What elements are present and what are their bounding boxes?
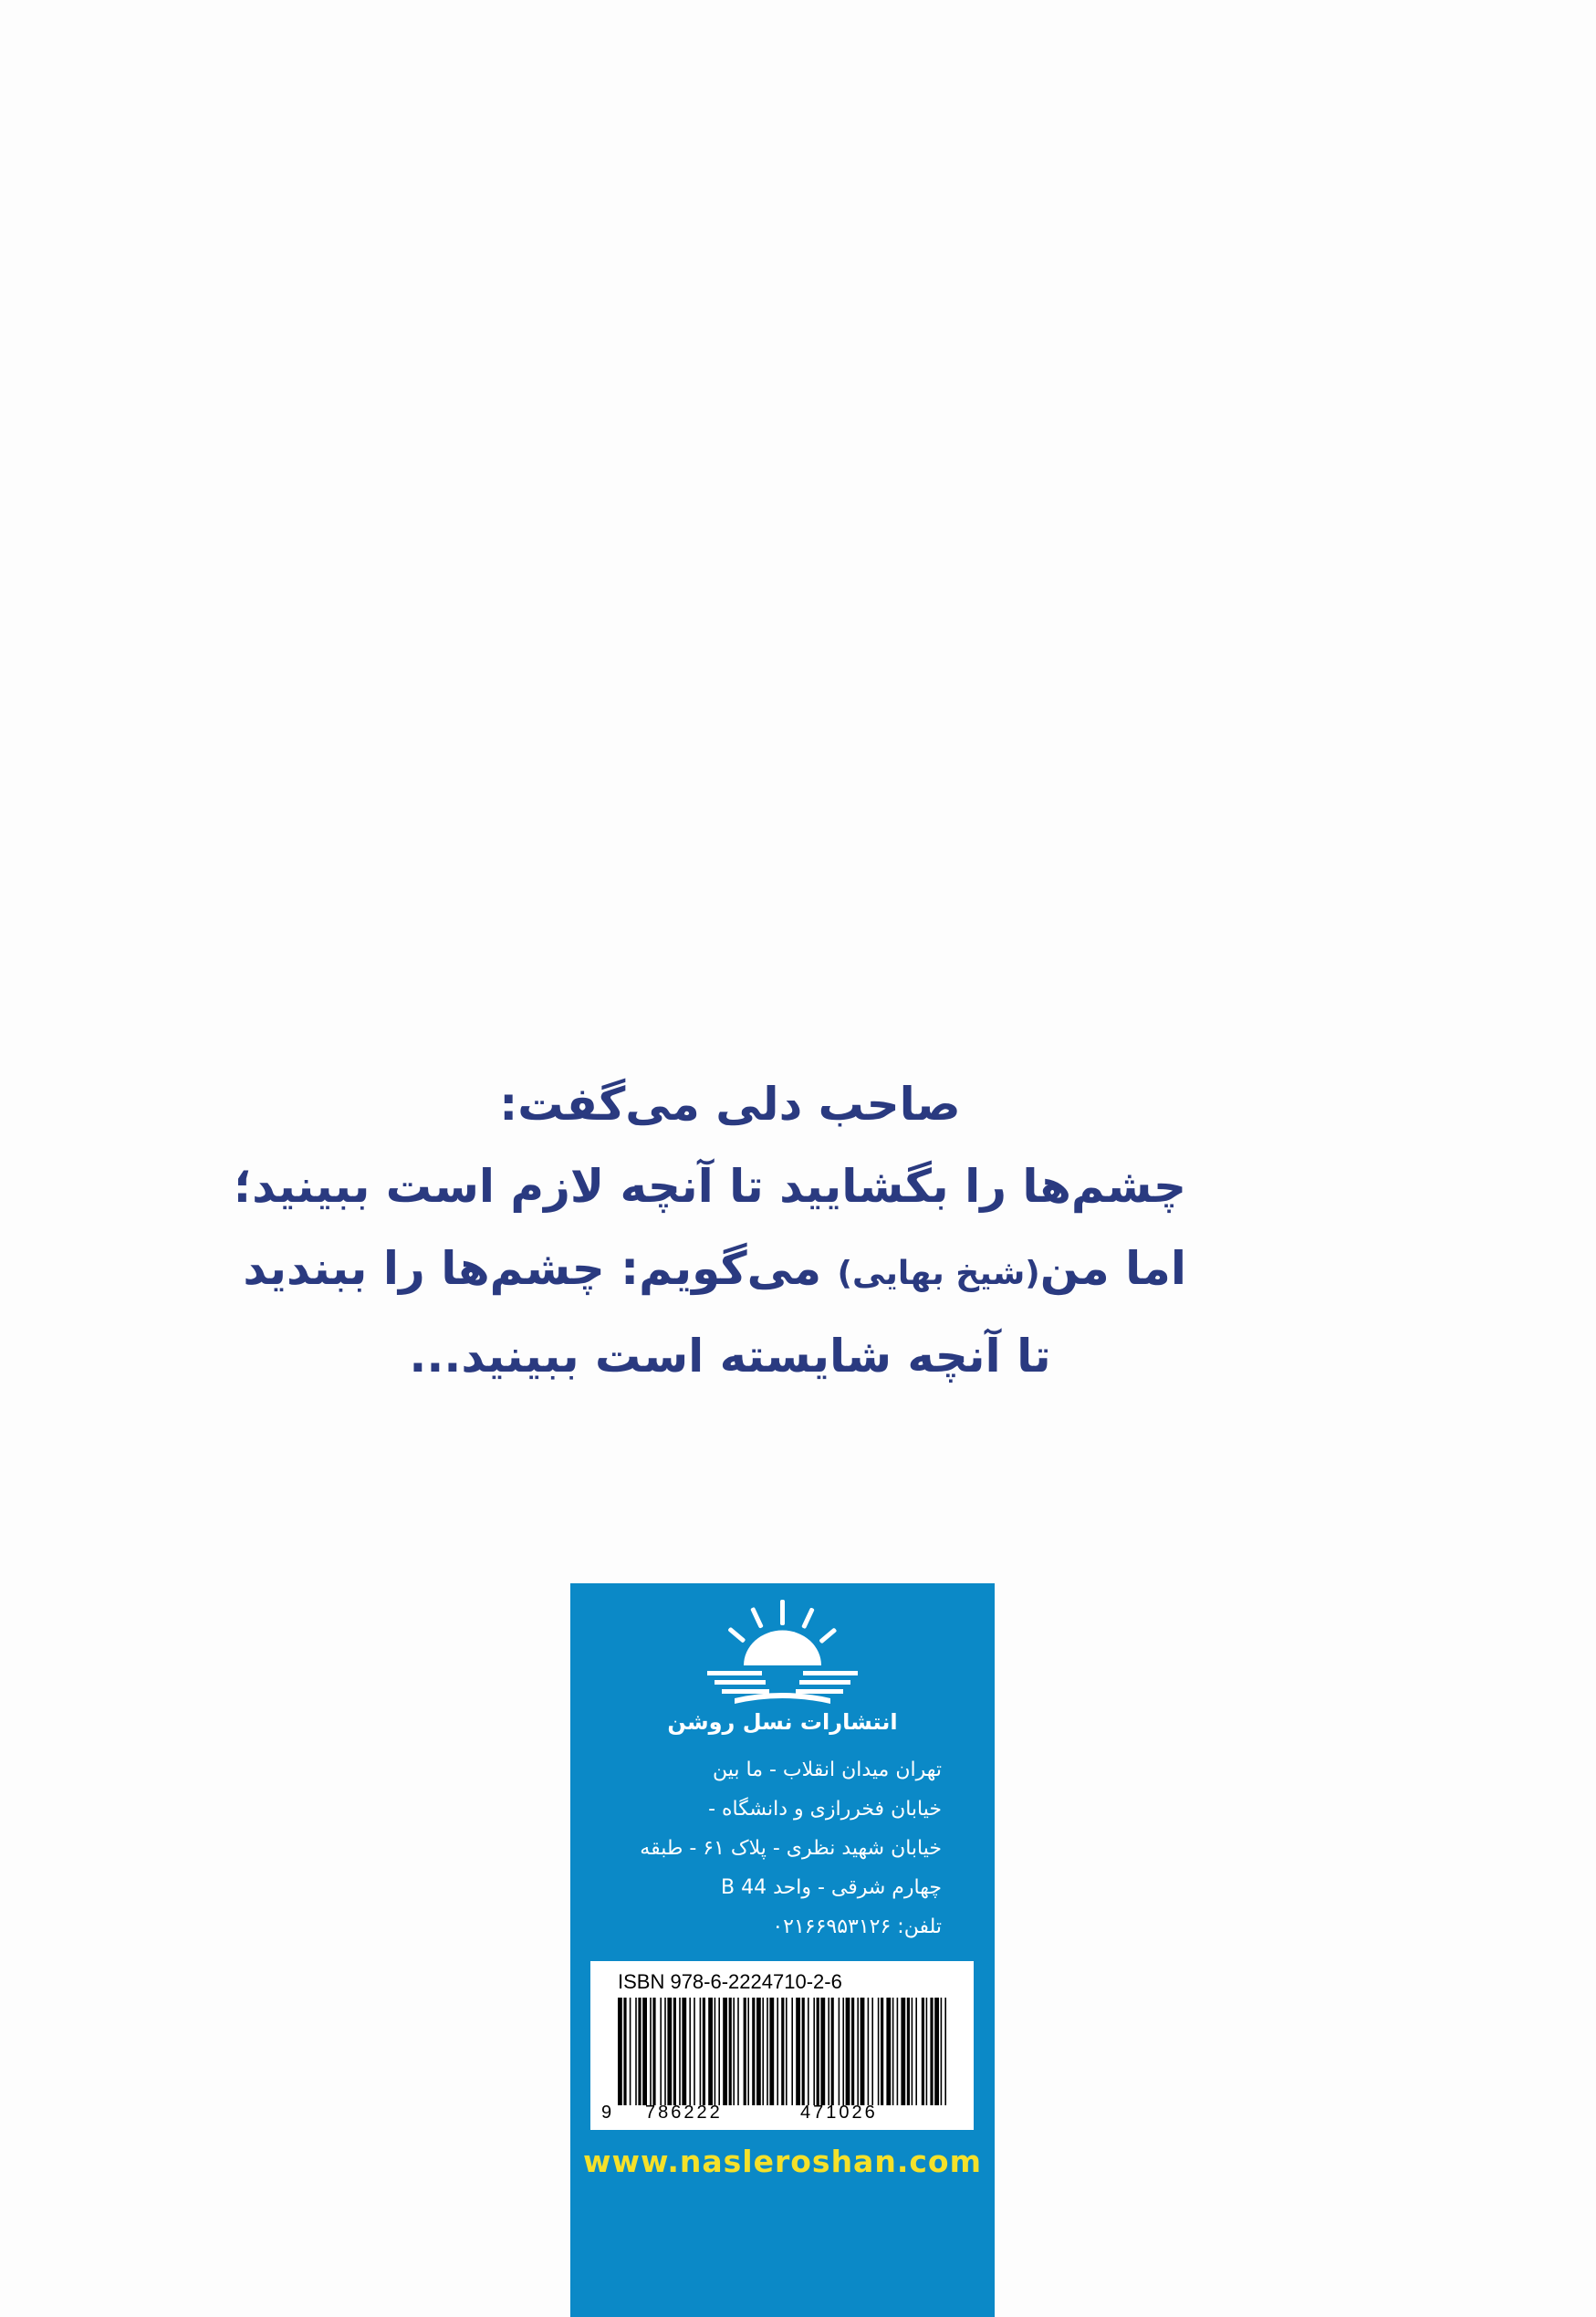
barcode-bar bbox=[723, 1998, 727, 2105]
barcode-bar bbox=[638, 1998, 641, 2105]
barcode-bar bbox=[886, 1998, 891, 2105]
barcode-digits-left: 786222 bbox=[645, 2103, 723, 2123]
quote-line-3 bbox=[243, 1227, 1186, 1315]
sunrise-book-logo-icon bbox=[707, 1600, 858, 1711]
quote-line-3-end: می‌گویم: چشم‌ها را ببندید bbox=[243, 1242, 838, 1295]
barcode-bar bbox=[618, 1998, 622, 2105]
quote-attribution: (شیخ بهایی) bbox=[837, 1255, 1040, 1292]
barcode-bar bbox=[762, 1998, 764, 2105]
barcode-bar bbox=[786, 1998, 788, 2105]
barcode-bar bbox=[868, 1998, 870, 2105]
barcode-bar bbox=[922, 1998, 924, 2105]
barcode-bar bbox=[673, 1998, 676, 2105]
barcode-bar bbox=[744, 1998, 746, 2105]
address-line: چهارم شرقی - واحد 44 B bbox=[720, 1876, 942, 1899]
publisher-address bbox=[595, 1750, 942, 1946]
barcode-bar bbox=[752, 1998, 755, 2105]
barcode-bar bbox=[897, 1998, 899, 2105]
barcode-bar bbox=[652, 1998, 655, 2105]
barcode-bar bbox=[926, 1998, 928, 2105]
barcode-bar bbox=[703, 1998, 705, 2105]
address-line: تهران میدان انقلاب - ما بین bbox=[712, 1759, 942, 1781]
quote-block bbox=[234, 1063, 1186, 1397]
barcode-bar bbox=[700, 1998, 702, 2105]
barcode-bars bbox=[618, 1998, 946, 2105]
publisher-strip bbox=[570, 1583, 995, 2317]
publisher-name: انتشارات نسل روشن bbox=[667, 1709, 898, 1735]
barcode-bar bbox=[660, 1998, 662, 2105]
barcode-bar bbox=[842, 1998, 844, 2105]
barcode-bar bbox=[851, 1998, 854, 2105]
barcode-bar bbox=[667, 1998, 672, 2105]
barcode-bar bbox=[813, 1998, 815, 2105]
website-url: www.nasleroshan.com bbox=[583, 2144, 982, 2179]
barcode-bar bbox=[912, 1998, 913, 2105]
barcode-bar bbox=[828, 1998, 829, 2105]
barcode-bar bbox=[642, 1998, 647, 2105]
barcode-bar bbox=[715, 1998, 716, 2105]
barcode-bar bbox=[756, 1998, 761, 2105]
barcode-bar bbox=[878, 1998, 880, 2105]
barcode-bar bbox=[708, 1998, 713, 2105]
isbn-barcode bbox=[590, 1961, 974, 2130]
barcode-bar bbox=[689, 1998, 691, 2105]
barcode-bar bbox=[881, 1998, 883, 2105]
barcode-bar bbox=[820, 1998, 825, 2105]
barcode-bar bbox=[907, 1998, 910, 2105]
quote-line-4: تا آنچه شایسته است ببینید... bbox=[409, 1330, 1051, 1383]
barcode-bar bbox=[839, 1998, 840, 2105]
address-line: خیابان فخررازی و دانشگاه - bbox=[708, 1798, 942, 1821]
barcode-bar bbox=[630, 1998, 631, 2105]
isbn-label: ISBN 978-6-2224710-2-6 bbox=[618, 1970, 842, 1993]
barcode-bar bbox=[733, 1998, 735, 2105]
barcode-bar bbox=[769, 1998, 774, 2105]
barcode-bar bbox=[664, 1998, 666, 2105]
barcode-bar bbox=[871, 1998, 873, 2105]
barcode-bar bbox=[892, 1998, 894, 2105]
barcode-bar bbox=[737, 1998, 739, 2105]
barcode-bar bbox=[747, 1998, 749, 2105]
barcode-bar bbox=[635, 1998, 637, 2105]
barcode-bar bbox=[679, 1998, 681, 2105]
barcode-bar bbox=[682, 1998, 686, 2105]
barcode-bar bbox=[831, 1998, 834, 2105]
quote-line-1: صاحب دلی می‌گفت: bbox=[499, 1078, 961, 1131]
barcode-bar bbox=[694, 1998, 695, 2105]
barcode-bar bbox=[930, 1998, 933, 2105]
quote-line-3-start: اما من bbox=[1039, 1242, 1186, 1295]
barcode-bar bbox=[802, 1998, 805, 2105]
barcode-bar bbox=[718, 1998, 720, 2105]
barcode-bar bbox=[934, 1998, 939, 2105]
barcode-bar bbox=[623, 1998, 626, 2105]
phone-line: تلفن: ۰۲۱۶۶۹۵۳۱۲۶ bbox=[772, 1915, 942, 1938]
barcode-bar bbox=[846, 1998, 850, 2105]
quote-line-2: چشم‌ها را بگشایید تا آنچه لازم است ببینید؛ bbox=[234, 1160, 1186, 1213]
barcode-bar bbox=[901, 1998, 905, 2105]
barcode-bar bbox=[791, 1998, 793, 2105]
barcode-bar bbox=[944, 1998, 946, 2105]
barcode-bar bbox=[650, 1998, 652, 2105]
barcode-digits-right: 471026 bbox=[800, 2103, 878, 2123]
barcode-bar bbox=[817, 1998, 819, 2105]
barcode-bar bbox=[777, 1998, 778, 2105]
barcode-bar bbox=[941, 1998, 943, 2105]
address-line: خیابان شهید نظری - پلاک ۶۱ - طبقه bbox=[640, 1837, 942, 1860]
barcode-bar bbox=[808, 1998, 809, 2105]
barcode-bar bbox=[796, 1998, 800, 2105]
barcode-digit-first: 9 bbox=[601, 2103, 612, 2123]
barcode-bar bbox=[915, 1998, 917, 2105]
barcode-bar bbox=[861, 1998, 865, 2105]
barcode-bar bbox=[729, 1998, 732, 2105]
barcode-bar bbox=[781, 1998, 784, 2105]
barcode-bar bbox=[767, 1998, 768, 2105]
barcode-bar bbox=[857, 1998, 859, 2105]
